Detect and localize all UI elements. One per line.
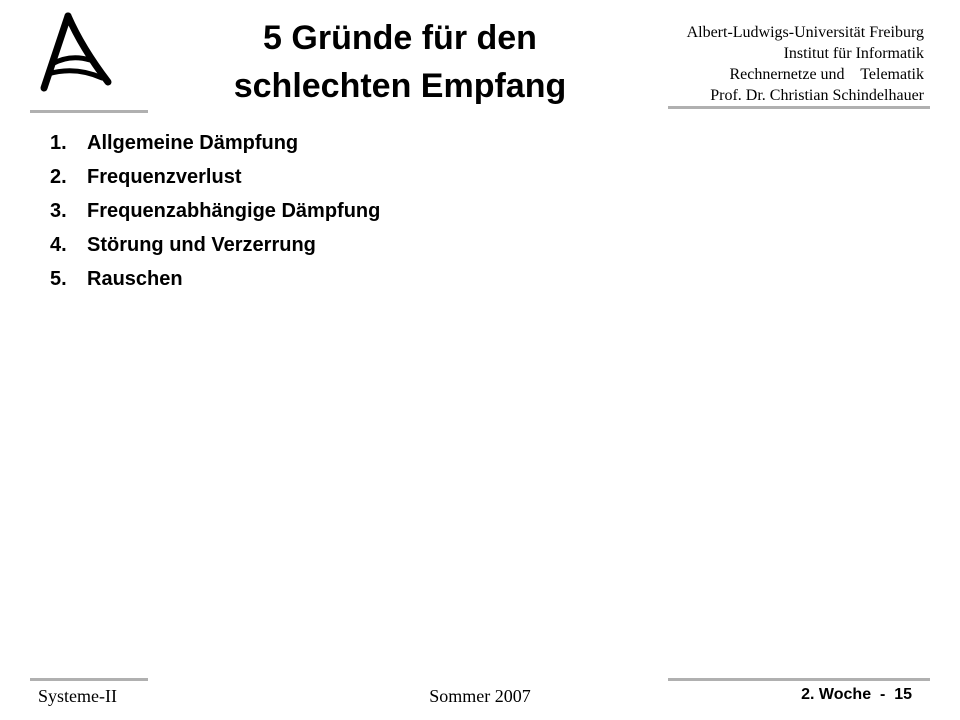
item-text: Frequenzverlust <box>87 166 242 188</box>
item-number: 5. <box>50 268 67 290</box>
professor-name: Prof. Dr. Christian Schindelhauer <box>710 87 924 104</box>
department-name: Rechnernetze und Telematik <box>729 66 924 83</box>
list-item <box>50 194 380 228</box>
title-line-1: 5 Gründe für den <box>263 19 537 57</box>
footer-course: Systeme-II <box>38 686 117 706</box>
university-header <box>687 22 924 106</box>
item-number: 4. <box>50 234 67 256</box>
header-divider <box>668 106 930 109</box>
item-text: Rauschen <box>87 268 183 290</box>
university-name: Albert-Ludwigs-Universität Freiburg <box>686 24 924 41</box>
list-item <box>50 160 380 194</box>
logo-divider <box>30 110 148 113</box>
footer-term: Sommer 2007 <box>429 686 531 706</box>
item-number: 2. <box>50 166 67 188</box>
list-item <box>50 228 380 262</box>
footer-page-number: 2. Woche - 15 <box>801 686 912 703</box>
item-text: Frequenzabhängige Dämpfung <box>87 200 381 222</box>
university-logo-icon <box>30 8 140 108</box>
reasons-list <box>50 126 380 296</box>
item-number: 3. <box>50 200 67 222</box>
item-number: 1. <box>50 132 67 154</box>
footer-divider-left <box>30 678 148 681</box>
slide-title <box>180 14 620 110</box>
institute-name: Institut für Informatik <box>783 45 924 62</box>
title-line-2: schlechten Empfang <box>233 67 567 105</box>
list-item <box>50 126 380 160</box>
item-text: Störung und Verzerrung <box>87 234 316 256</box>
item-text: Allgemeine Dämpfung <box>87 132 299 154</box>
list-item <box>50 262 380 296</box>
footer-divider-right <box>668 678 930 681</box>
